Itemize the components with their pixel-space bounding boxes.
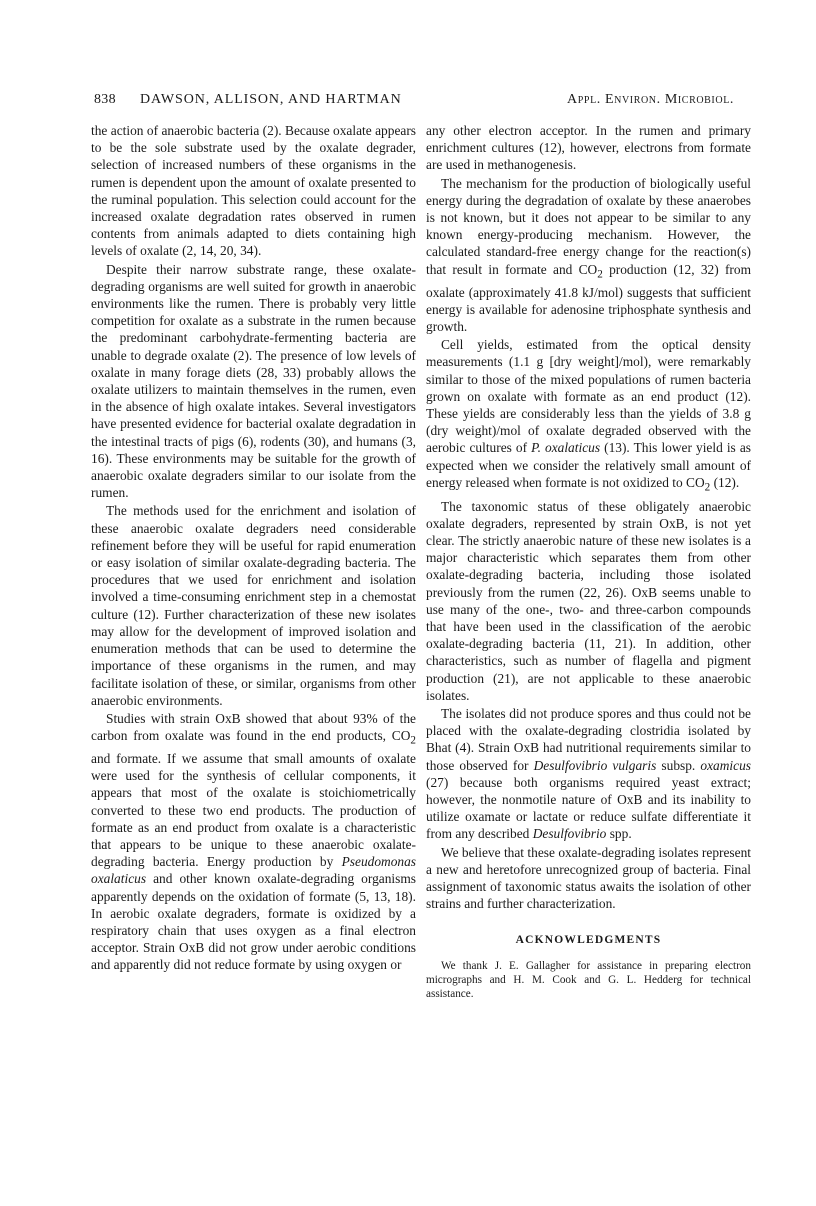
text-run: (12). <box>710 474 740 490</box>
species-name: P. oxalaticus <box>531 440 601 456</box>
paragraph: any other electron acceptor. In the rumen and primary enrichment cultures (12), however, electrons from formate are used in methanogenesis. <box>426 123 751 173</box>
paragraph <box>426 705 751 843</box>
text-run: spp. <box>606 826 632 842</box>
text-run: Studies with strain OxB showed that about 93% of the carbon from oxalate was found in the end products, CO <box>91 710 416 744</box>
left-column <box>91 122 416 974</box>
page-number: 838 <box>94 92 116 107</box>
paragraph: We believe that these oxalate-degrading isolates represent a new and heretofore unrecognized group of bacteria. Final assignment of taxonomic status awaits the isolation of other strains and further characterization. <box>426 844 751 912</box>
subscript: 2 <box>410 734 416 747</box>
running-header <box>94 92 734 112</box>
species-name: Pseudomonas oxalaticus <box>91 854 416 887</box>
acknowledgments-heading: ACKNOWLEDGMENTS <box>515 934 662 947</box>
paragraph: The taxonomic status of these obligately anaerobic oxalate degraders, represented by strain OxB, is not yet clear. The strictly anaerobic nature of these new isolates is a major characteristic which separates them from other oxalate-degrading bacteria, including those isolated previously from the rumen (22, 26). OxB seems unable to use many of the one-, two- and three-carbon compounds that have been used in the classification of the aerobic oxalate-degrading bacteria (11, 21). In addition, other characteristics, such as number of flagella and pigment production (21), are not applicable to these anaerobic isolates. <box>426 498 751 703</box>
journal-name: Appl. Environ. Microbiol. <box>567 92 734 107</box>
text-run: production (12, 32) from oxalate (approximately 41.8 kJ/mol) suggests that sufficient energy is available for adenosine triphosphate synthesis and growth. <box>426 261 752 334</box>
text-run: Cell yields, estimated from the optical density measurements (1.1 g [dry weight]/mol), were remarkably similar to those of the mixed populations of rumen bacteria grown on oxalate with formate as an end product (12). These yields are considerably less than the yields of 3.8 g (dry weight)/mol of oxalate degraded observed with the aerobic cultures of <box>426 337 751 456</box>
paragraph: The methods used for the enrichment and isolation of these anaerobic oxalate degraders need considerable refinement before they will be useful for rapid enumeration or easy isolation of similar oxalate-degrading bacteria. The procedures that we used for enrichment and isolation involved a time-consuming enrichment step in a chemostat culture (12). Further characterization of these new isolates may allow for the development of improved isolation and enumeration methods that can be used to determine the importance of these organisms in the rumen, and may facilitate isolation of these, or similar, organisms from other anaerobic environments. <box>91 503 416 708</box>
paragraph: Despite their narrow substrate range, these oxalate-degrading organisms are well suited for growth in anaerobic environments like the rumen. There is probably very little competition for oxalate as a substrate in the rumen because the predominant carbohydrate-fermenting bacteria are unable to degrade oxalate (2). The presence of low levels of oxalate in many forage diets (28, 33) probably allows the oxalate utilizers to maintain themselves in the rumen, even in the absence of high oxalate intakes. Several investigators have presented evidence for bacterial oxalate degradation in the intestinal tracts of pigs (6), rodents (30), and humans (3, 16). These environments may be suitable for the growth of anaerobic oxalate degraders similar to our isolate from the rumen. <box>91 261 416 501</box>
species-name: Desulfovibrio vulgaris <box>533 757 657 773</box>
text-run: and other known oxalate-degrading organisms apparently depends on the oxidation of formate (5, 13, 18). In aerobic oxalate degraders, formate is oxidized by a respiratory chain that uses oxygen as a final electron acceptor. Strain OxB did not grow under aerobic conditions and apparently did not reduce formate by using oxygen or <box>91 871 416 973</box>
text-run: The isolates did not produce spores and thus could not be placed with the oxalate-degrading clostridia isolated by Bhat (4). Strain OxB had nutritional requirements similar to those observed for <box>426 706 751 773</box>
text-run: The mechanism for the production of biologically useful energy during the degradation of oxalate by these anaerobes is not known, but it does not appear to be similar to any known energy-producing mechanism. However, the calculated standard-free energy change for the reaction(s) that result in formate and CO <box>426 175 751 277</box>
subscript: 2 <box>704 481 711 494</box>
text-run: subsp. <box>656 757 701 773</box>
text-run: and formate. If we assume that small amounts of oxalate were used for the synthesis of cellular components, it appears that most of the oxalate is stoichiometrically converted to these two end products. The production of formate as an end product from oxalate is a characteristic that appears to be unique to these anaerobic oxalate-degrading bacteria. Energy production by <box>91 750 416 870</box>
acknowledgments-text: We thank J. E. Gallagher for assistance in preparing electron micrographs and H. M. Cook and G. L. Hedderg for technical assistance. <box>426 959 751 1000</box>
text-run: (27) because both organisms required yeast extract; however, the nonmotile nature of OxB and its inability to utilize oxamate or lactate or reduce sulfate differentiate it from any described <box>426 774 751 842</box>
running-authors: DAWSON, ALLISON, AND HARTMAN <box>140 92 402 107</box>
paragraph <box>426 175 751 336</box>
text-run: (13). This lower yield is as expected when we consider the relatively small amount of energy released when formate is not oxidized to CO <box>426 440 751 490</box>
species-name: oxamicus <box>700 757 751 773</box>
paragraph: the action of anaerobic bacteria (2). Because oxalate appears to be the sole substrate used by the oxalate degrader, selection of increased numbers of these organisms in the rumen is dependent upon the amount of oxalate presented to the ruminal population. This selection could account for the increased oxalate degradation rates observed in rumen contents from animals adapted to diets containing high levels of oxalate (2, 14, 20, 34). <box>91 123 416 259</box>
paragraph <box>91 710 416 974</box>
right-column <box>426 122 751 1001</box>
subscript: 2 <box>597 268 603 281</box>
species-name: Desulfovibrio <box>532 826 607 842</box>
paragraph <box>426 336 751 497</box>
